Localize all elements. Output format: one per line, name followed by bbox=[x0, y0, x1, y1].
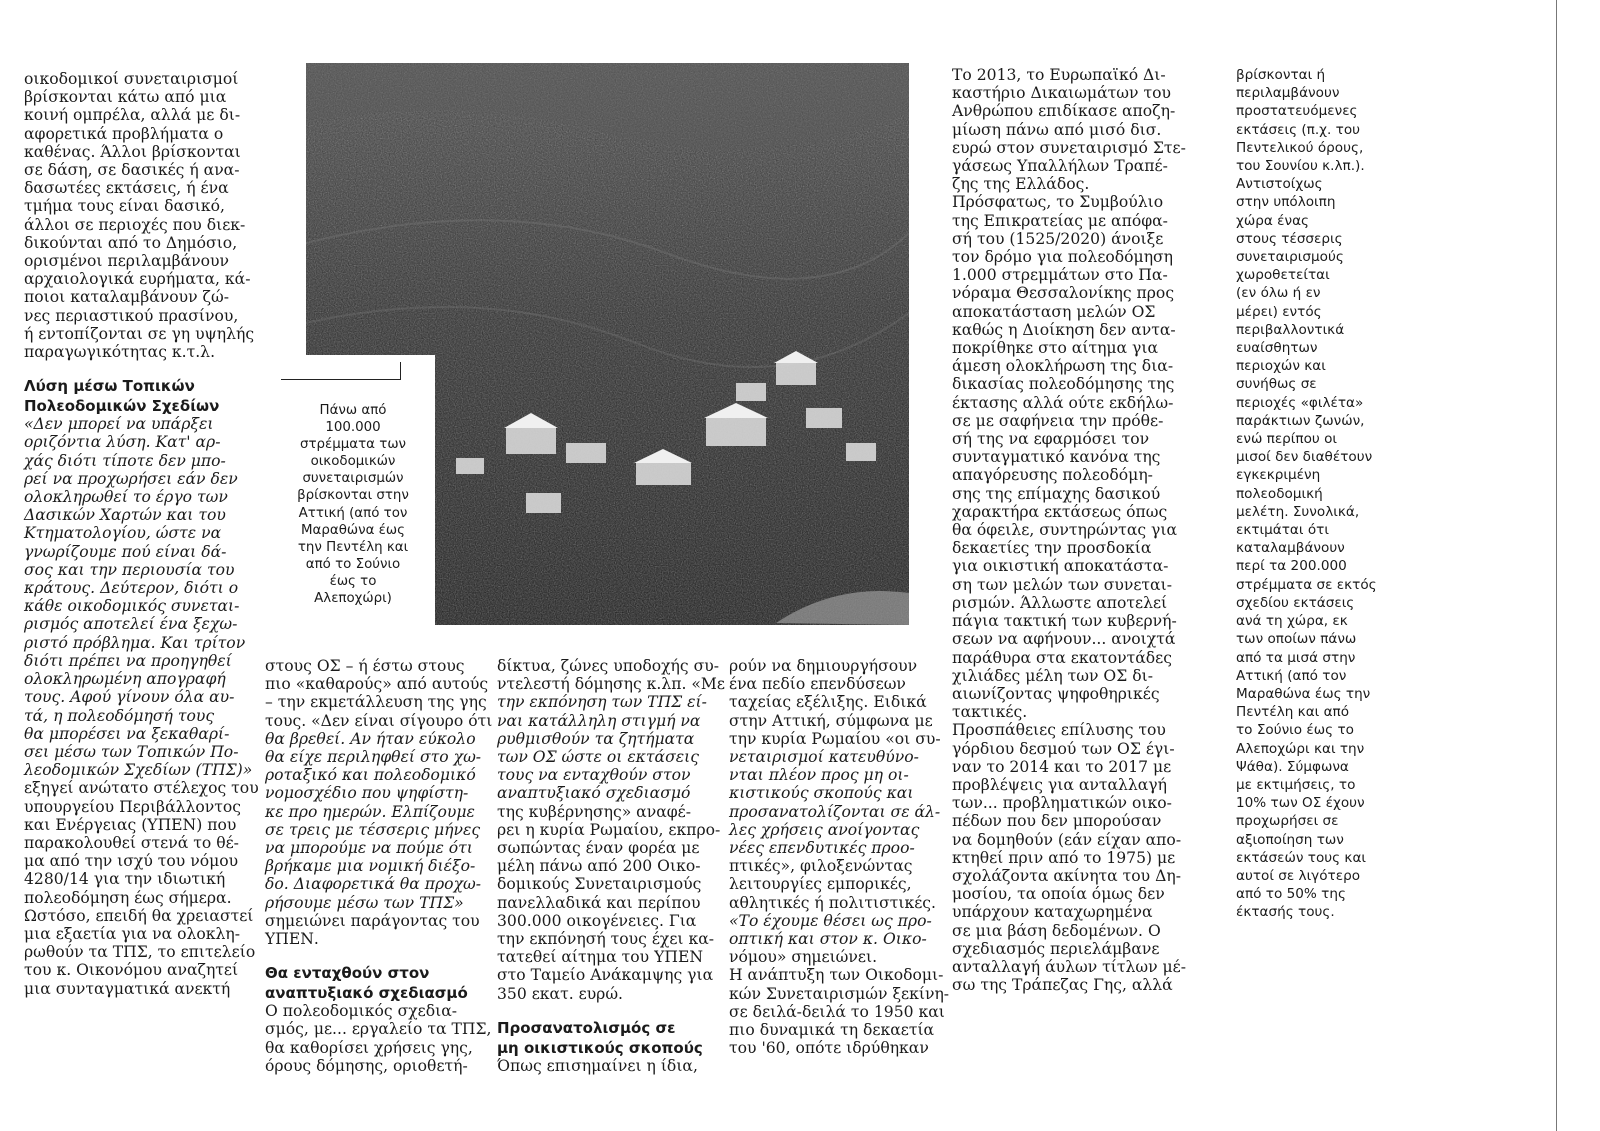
body-text-line: κοινή ομπρέλα, αλλά με δι- bbox=[24, 106, 241, 125]
body-text-line: βρίσκονται κάτω από μια bbox=[24, 88, 227, 107]
body-text-line: στην υπόλοιπη bbox=[1236, 194, 1336, 211]
body-text-line: σή του (1525/2020) άνοιξε bbox=[952, 229, 1164, 248]
body-text-line: νται πλέον προς μη οι- bbox=[729, 766, 909, 785]
body-text-line: διότι πρέπει να προηγηθεί bbox=[24, 651, 232, 670]
body-text-line: και Ενέργειας (ΥΠΕΝ) που bbox=[24, 815, 237, 834]
body-text-line: ντελεστή δόμησης κ.λπ. «Με bbox=[497, 675, 725, 694]
subheading-line: μη οικιστικούς σκοπούς bbox=[497, 1038, 703, 1057]
body-text-line: συνταγματικό κανόνα της bbox=[952, 448, 1161, 467]
body-text-line: σχεδιασμός περιελάμβανε bbox=[952, 939, 1160, 958]
body-text-line: στην Αττική, σύμφωνα με bbox=[729, 711, 933, 730]
body-text-line: κε προ ημερών. Ελπίζουμε bbox=[265, 802, 475, 821]
body-text-line: Πεντέλη και από bbox=[1236, 704, 1350, 721]
body-text-line: ριστό πρόβλημα. Και τρίτον bbox=[24, 633, 246, 652]
body-text-line: γόρδιου δεσμού των ΟΣ έγι- bbox=[952, 739, 1175, 758]
body-text-line: σε δάση, σε δασικές ή ανα- bbox=[24, 161, 240, 180]
body-text-line: άμεση ολοκλήρωση της δια- bbox=[952, 357, 1174, 376]
body-text-line: πτικές», φιλοξενώντας bbox=[729, 857, 913, 876]
body-text-line: γάσεως Υπαλλήλων Τραπέ- bbox=[952, 157, 1168, 176]
body-text-line: νομοσχέδιο που ψηφίστη- bbox=[265, 784, 469, 803]
body-text-line: σχεδίου εκτάσεις bbox=[1236, 594, 1355, 611]
body-text-line: γνωρίζουμε πού είναι δά- bbox=[24, 542, 227, 561]
body-text-line: να μπορούμε να πούμε ότι bbox=[265, 839, 473, 858]
photo-caption bbox=[278, 402, 428, 607]
body-text-line: δικασίας πολεοδόμησης της bbox=[952, 375, 1175, 394]
body-text-line: από το 50% της bbox=[1236, 886, 1346, 903]
body-text-line: πέδων που δεν μπορούσαν bbox=[952, 812, 1162, 831]
column-4 bbox=[729, 657, 950, 1058]
body-text-line: χώρα ένας bbox=[1236, 212, 1310, 229]
body-text-line: την κυρία Ρωμαίου «οι συ- bbox=[729, 729, 941, 748]
body-text-line: των ΟΣ ώστε οι εκτάσεις bbox=[497, 748, 699, 767]
body-text-line: της Επικρατείας με απόφα- bbox=[952, 211, 1168, 230]
subheading-line: Πολεοδομικών Σχεδίων bbox=[24, 397, 220, 416]
body-text-line: χιλιάδες μέλη των ΟΣ δι- bbox=[952, 666, 1153, 685]
body-text-line: Κτηματολογίου, ώστε να bbox=[24, 524, 222, 543]
body-text-line: σχολάζοντα ακίνητα του Δη- bbox=[952, 866, 1181, 885]
caption-line: οικοδομικών bbox=[310, 454, 396, 470]
body-text-line: κτηθεί πριν από το 1975) με bbox=[952, 848, 1176, 867]
body-text-line: μα από την ισχύ του νόμου bbox=[24, 852, 239, 871]
body-text-line: λες χρήσεις ανοίγοντας bbox=[729, 820, 920, 839]
body-text-line: λειτουργίες εμπορικές, bbox=[729, 875, 912, 894]
body-text-line: ταχείας εξέλιξης. Ειδικά bbox=[729, 693, 927, 712]
body-text-line: ευρώ στον συνεταιρισμό Στε- bbox=[952, 138, 1186, 157]
body-text-line: Ο πολεοδομικός σχεδια- bbox=[265, 1002, 458, 1021]
body-text-line: Ωστόσο, επειδή θα χρειαστεί bbox=[24, 906, 254, 925]
body-text-line: κάθε οικοδομικός συνεται- bbox=[24, 597, 240, 616]
body-text-line: από τα μισά στην bbox=[1236, 649, 1356, 666]
body-text-line: όρους δόμησης, οριοθετή- bbox=[265, 1056, 468, 1075]
body-text-line: αναπτυξιακό σχεδιασμό bbox=[497, 784, 691, 803]
caption-line: Μαραθώνα έως bbox=[301, 522, 405, 538]
body-text-line: απαγόρευσης πολεοδόμη- bbox=[952, 466, 1153, 485]
body-text-line: σε με σαφήνεια την πρόθε- bbox=[952, 411, 1164, 430]
body-text-line: Πρόσφατως, το Συμβούλιο bbox=[952, 193, 1164, 212]
caption-line: από το Σούνιο bbox=[305, 556, 401, 572]
body-text-line: την εκπόνηση των ΤΠΣ εί- bbox=[497, 693, 707, 712]
body-text-line: (εν όλω ή εν bbox=[1236, 285, 1321, 302]
body-text-line: θα καθορίσει χρήσεις γης, bbox=[265, 1038, 473, 1057]
body-text-line: του Σουνίου κ.λπ.). bbox=[1236, 158, 1365, 175]
body-text-line: ποιοι καταλαμβάνουν ζώ- bbox=[24, 288, 229, 307]
body-text-line: σης της επίμαχης δασικού bbox=[952, 484, 1161, 503]
body-text-line: πανελλαδικά και περίπου bbox=[497, 893, 701, 912]
body-text-line: Το 2013, το Ευρωπαϊκό Δι- bbox=[952, 66, 1166, 84]
body-text-line: μισοί δεν διαθέτουν bbox=[1236, 449, 1373, 466]
body-text-line: πιο δυναμικά τη δεκαετία bbox=[729, 1021, 935, 1040]
body-text-line: νόμου» σημειώνει. bbox=[729, 948, 878, 967]
body-text-line: βρίσκονται ή bbox=[1236, 67, 1326, 83]
body-text-line: νες περιαστικού πρασίνου, bbox=[24, 306, 239, 325]
body-text-line: εκτιμάται ότι bbox=[1236, 522, 1329, 539]
body-text-line: «Το έχουμε θέσει ως προ- bbox=[729, 911, 932, 930]
body-text-line: ναι κατάλληλη στιγμή να bbox=[497, 711, 701, 730]
body-text-line: οριζόντια λύση. Κατ' αρ- bbox=[24, 433, 221, 452]
body-text-line: ΥΠΕΝ. bbox=[265, 930, 319, 949]
body-text-line: σωπώντας έναν φορέα με bbox=[497, 839, 700, 858]
body-text-line: «Δεν μπορεί να υπάρξει bbox=[24, 415, 214, 434]
column-6-sidebar bbox=[1236, 66, 1406, 922]
body-text-line: ρούν να δημιουργήσουν bbox=[729, 657, 918, 675]
body-text-line: πάγια τακτική των κυβερνή- bbox=[952, 612, 1177, 631]
column-1 bbox=[24, 70, 259, 998]
body-text-line: μοσίου, τα οποία όμως δεν bbox=[952, 885, 1165, 904]
body-text-line: ή εντοπίζονται σε γη υψηλής bbox=[24, 324, 255, 343]
body-text-line: εκτάσεις (π.χ. του bbox=[1236, 121, 1361, 138]
body-text-line: στρέμματα σε εκτός bbox=[1236, 576, 1377, 593]
body-text-line: αυτοί σε λιγότερο bbox=[1236, 867, 1361, 884]
body-text-line: ολοκληρωμένη απογραφή bbox=[24, 670, 226, 689]
subheading-line: Θα ενταχθούν στον bbox=[265, 964, 430, 983]
body-text-line: Όπως επισημαίνει η ίδια, bbox=[497, 1056, 698, 1075]
body-text-line: ρωθούν τα ΤΠΣ, το επιτελείο bbox=[24, 943, 256, 962]
body-text-line: περί τα 200.000 bbox=[1236, 558, 1347, 575]
body-text-line: ποκρίθηκε στο αίτημα για bbox=[952, 339, 1158, 358]
caption-line: Πάνω από bbox=[319, 403, 387, 418]
body-text-line: προχωρήσει σε bbox=[1236, 813, 1339, 830]
body-text-line: τμήμα τους είναι δασικό, bbox=[24, 197, 225, 216]
body-text-line: άλλοι σε περιοχές που διεκ- bbox=[24, 215, 246, 234]
body-text-line: Πεντελικού όρους, bbox=[1236, 139, 1364, 156]
body-text-line: στους τέσσερις bbox=[1236, 230, 1343, 247]
column-5 bbox=[952, 66, 1187, 995]
body-text-line: περιοχών και bbox=[1236, 358, 1326, 375]
body-text-line: αιωνίζοντας ψηφοθηρικές bbox=[952, 684, 1160, 703]
body-text-line: 10% των ΟΣ έχουν bbox=[1236, 795, 1365, 812]
body-text-line: ανταλλαγή άυλων τίτλων μέ- bbox=[952, 957, 1187, 976]
body-text-line: Δασικών Χαρτών και του bbox=[24, 506, 226, 525]
body-text-line: καστήριο Δικαιωμάτων του bbox=[952, 84, 1171, 103]
body-text-line: Ψάθα). Σύμφωνα bbox=[1236, 758, 1349, 775]
body-text-line: ρήσουμε μέσω των ΤΠΣ» bbox=[265, 893, 464, 912]
body-text-line: τους να ενταχθούν στον bbox=[497, 766, 691, 785]
body-text-line: της κυβέρνησης» αναφέ- bbox=[497, 802, 691, 821]
body-text-line: το Σούνιο έως το bbox=[1236, 722, 1354, 739]
body-text-line: χωροθετείται bbox=[1236, 267, 1330, 284]
body-text-line: Μαραθώνα έως την bbox=[1236, 685, 1371, 702]
body-text-line: σή της να εφαρμόσει τον bbox=[952, 430, 1150, 449]
body-text-line: σεων να αφήνουν... ανοιχτά bbox=[952, 630, 1176, 649]
body-text-line: 300.000 οικογένειες. Για bbox=[497, 911, 697, 930]
body-text-line: μελέτη. Συνολικά, bbox=[1236, 503, 1360, 520]
body-text-line: – την εκμετάλλευση της γης bbox=[265, 693, 487, 712]
body-text-line: βρήκαμε μια νομική διέξο- bbox=[265, 857, 476, 876]
body-text-line: χαρακτήρα εκτάσεως όπως bbox=[952, 502, 1168, 521]
body-text-line: παρακολουθεί στενά το θέ- bbox=[24, 833, 239, 852]
body-text-line: των οποίων πάνω bbox=[1236, 631, 1357, 648]
page-edge bbox=[1556, 0, 1557, 1131]
body-text-line: ενώ περίπου οι bbox=[1236, 431, 1338, 448]
body-text-line bbox=[265, 948, 485, 962]
body-text-line: χάς διότι τίποτε δεν μπο- bbox=[24, 451, 226, 470]
body-text-line: αρχαιολογικά ευρήματα, κά- bbox=[24, 270, 251, 289]
body-text-line bbox=[24, 361, 249, 375]
body-text-line: περιλαμβάνουν bbox=[1236, 85, 1340, 102]
body-text-line: αφορετικά προβλήματα ο bbox=[24, 124, 224, 143]
body-text-line: υπάρχουν καταχωρημένα bbox=[952, 903, 1153, 922]
body-text-line: κράτους. Δεύτερον, διότι ο bbox=[24, 579, 239, 598]
body-text-line: ρισμός αποτελεί ένα ξεχω- bbox=[24, 615, 238, 634]
body-text-line: προσανατολίζονται σε άλ- bbox=[729, 802, 941, 821]
body-text-line: σε μια βάση δεδομένων. Ο bbox=[952, 921, 1161, 940]
body-text-line: μια συνταγματικά ανεκτή bbox=[24, 979, 231, 998]
body-text-line: δεκαετίες την προσδοκία bbox=[952, 539, 1152, 558]
body-text-line: παράθυρα στα εκατοντάδες bbox=[952, 648, 1172, 667]
body-text-line: θα μπορέσει να ξεκαθαρί- bbox=[24, 724, 230, 743]
body-text-line: ρει η κυρία Ρωμαίου, εκπρο- bbox=[497, 820, 721, 839]
body-text-line: δομικούς Συνεταιρισμούς bbox=[497, 875, 702, 894]
caption-line: 100.000 bbox=[325, 420, 381, 436]
body-text-line: Προσπάθειες επίλυσης του bbox=[952, 721, 1166, 740]
body-text-line: λεοδομικών Σχεδίων (ΤΠΣ)» bbox=[24, 761, 253, 780]
body-text-line: Αντιστοίχως bbox=[1236, 176, 1323, 193]
body-text-line: σε δειλά-δειλά το 1950 και bbox=[729, 1002, 945, 1021]
body-text-line: έκτασής τους. bbox=[1236, 904, 1335, 921]
body-text-line: ολοκληρωθεί το έργο των bbox=[24, 488, 228, 507]
body-text-line: ανά τη χώρα, εκ bbox=[1236, 613, 1348, 630]
body-text-line: 4280/14 για την ιδιωτική bbox=[24, 870, 226, 889]
body-text-line: για οικιστική αποκατάστα- bbox=[952, 557, 1169, 576]
caption-line: στρέμματα των bbox=[299, 437, 407, 453]
caption-line: Αττική (από τον bbox=[298, 505, 408, 521]
body-text-line: θα είχε περιληφθεί στο χω- bbox=[265, 748, 482, 767]
body-text-line: στο Ταμείο Ανάκαμψης για bbox=[497, 966, 714, 985]
body-text-line: στους ΟΣ – ή έστω στους bbox=[265, 657, 465, 675]
column-2 bbox=[265, 657, 493, 1075]
body-text-line: 1.000 στρεμμάτων στο Πα- bbox=[952, 266, 1168, 285]
body-text-line: αξιοποίηση των bbox=[1236, 831, 1344, 848]
body-text-line: αθλητικές ή πολιτιστικές. bbox=[729, 893, 936, 912]
body-text-line: ναν το 2014 και το 2017 με bbox=[952, 757, 1172, 776]
caption-line: την Πεντέλη και bbox=[297, 539, 409, 555]
body-text-line: θα βρεθεί. Αν ήταν εύκολο bbox=[265, 729, 476, 748]
body-text-line: νόραμα Θεσσαλονίκης προς bbox=[952, 284, 1175, 303]
body-text-line: δικούνται από το Δημόσιο, bbox=[24, 233, 238, 252]
body-text-line: συνήθως σε bbox=[1236, 376, 1317, 393]
subheading-line: Προσανατολισμός σε bbox=[497, 1018, 676, 1037]
subheading-line: Λύση μέσω Τοπικών bbox=[24, 377, 195, 396]
body-text-line: τους. Αφού γίνουν όλα αυ- bbox=[24, 688, 235, 707]
body-text-line: οπτική και στον κ. Οικο- bbox=[729, 930, 927, 949]
body-text-line: έκτασης αλλά ούτε εκδήλω- bbox=[952, 393, 1174, 412]
body-text-line: δο. Διαφορετικά θα προχω- bbox=[265, 875, 482, 894]
body-text-line bbox=[497, 1003, 719, 1017]
body-text-line: τατεθεί αίτημα του ΥΠΕΝ bbox=[497, 948, 704, 967]
body-text-line: εξηγεί ανώτατο στέλεχος του bbox=[24, 779, 259, 798]
body-text-line: ρεί να προχωρήσει εάν δεν bbox=[24, 469, 238, 488]
body-text-line: περιοχές «φιλέτα» bbox=[1236, 394, 1364, 411]
body-text-line: δίκτυα, ζώνες υποδοχής συ- bbox=[497, 657, 719, 675]
body-text-line: Αττική (από τον bbox=[1236, 667, 1347, 684]
caption-line: έως το bbox=[329, 573, 377, 589]
body-text-line: ρισμών. Άλλωστε αποτελεί bbox=[952, 593, 1168, 612]
body-text-line: σμός, με... εργαλείο τα ΤΠΣ, bbox=[265, 1020, 492, 1039]
body-text-line: εκτάσεών τους και bbox=[1236, 849, 1367, 866]
caption-line: συνεταιρισμών bbox=[302, 471, 404, 487]
body-text-line: τά, η πολεοδόμησή τους bbox=[24, 706, 215, 725]
body-text-line: σε τρεις με τέσσερις μήνες bbox=[265, 820, 481, 839]
caption-line: Αλεποχώρι) bbox=[314, 591, 392, 607]
body-text-line: οικοδομικοί συνεταιρισμοί bbox=[24, 70, 239, 88]
body-text-line: την εκπόνησή τους έχει κα- bbox=[497, 930, 715, 949]
body-text-line: των... προβληματικών οικο- bbox=[952, 794, 1172, 813]
body-text-line: νέες επενδυτικές προο- bbox=[729, 839, 915, 858]
body-text-line: τους. «Δεν είναι σίγουρο ότι bbox=[265, 711, 493, 730]
subheading-line: αναπτυξιακό σχεδιασμό bbox=[265, 984, 468, 1003]
column-3 bbox=[497, 657, 725, 1075]
body-text-line: θα όφειλε, συντηρώντας για bbox=[952, 521, 1177, 540]
body-text-line: σω της Τράπεζας Γης, αλλά bbox=[952, 976, 1173, 995]
body-text-line: ορισμένοι περιλαμβάνουν bbox=[24, 252, 229, 271]
body-text-line: μια εξαετία για να ολοκλη- bbox=[24, 924, 241, 943]
body-text-line: Αλεποχώρι και την bbox=[1236, 740, 1365, 757]
body-text-line: κιστικούς σκοπούς και bbox=[729, 784, 914, 803]
body-text-line: τακτικές. bbox=[952, 703, 1028, 722]
body-text-line: περιβαλλοντικά bbox=[1236, 321, 1345, 338]
body-text-line: σημειώνει παράγοντας του bbox=[265, 911, 480, 930]
body-text-line: μέρει) εντός bbox=[1236, 303, 1322, 320]
body-text-line: ρυθμισθούν τα ζητήματα bbox=[497, 729, 695, 748]
body-text-line: τον δρόμο για πολεοδόμηση bbox=[952, 248, 1174, 267]
body-text-line: συνεταιρισμούς bbox=[1236, 249, 1344, 266]
body-text-line: καθένας. Άλλοι βρίσκονται bbox=[24, 142, 241, 161]
body-text-line: σος και την περιουσία του bbox=[24, 560, 235, 579]
body-text-line: νεταιρισμοί κατευθύνο- bbox=[729, 748, 919, 767]
caption-pointer-tick bbox=[400, 362, 401, 380]
body-text-line: μίωση πάνω από μισό δισ. bbox=[952, 120, 1162, 139]
body-text-line: ένα πεδίο επενδύσεων bbox=[729, 675, 906, 694]
body-text-line: ροταξικό και πολεοδομικό bbox=[265, 766, 476, 785]
body-text-line: κών Συνεταιρισμών ξεκίνη- bbox=[729, 984, 950, 1003]
body-text-line: παραγωγικότητας κ.τ.λ. bbox=[24, 343, 216, 362]
body-text-line: του κ. Οικονόμου αναζητεί bbox=[24, 961, 239, 980]
body-text-line: προστατευόμενες bbox=[1236, 103, 1358, 120]
body-text-line: πιο «καθαρούς» από αυτούς bbox=[265, 675, 489, 694]
body-text-line: αποκατάσταση μελών ΟΣ bbox=[952, 302, 1156, 321]
body-text-line: μέλη πάνω από 200 Οικο- bbox=[497, 857, 701, 876]
body-text-line: ζης της Ελλάδος. bbox=[952, 175, 1090, 194]
body-text-line: εγκεκριμένη bbox=[1236, 467, 1321, 484]
body-text-line: υπουργείου Περιβάλλοντος bbox=[24, 797, 241, 816]
body-text-line: καταλαμβάνουν bbox=[1236, 540, 1345, 557]
body-text-line: πολεοδόμηση έως σήμερα. bbox=[24, 888, 232, 907]
body-text-line: παράκτιων ζωνών, bbox=[1236, 412, 1365, 429]
body-text-line: Η ανάπτυξη των Οικοδομι- bbox=[729, 966, 944, 985]
body-text-line: καθώς η Διοίκηση δεν αντα- bbox=[952, 320, 1176, 339]
body-text-line: με εκτιμήσεις, το bbox=[1236, 776, 1356, 793]
body-text-line: ευαίσθητων bbox=[1236, 340, 1318, 357]
body-text-line: Ανθρώπου επιδίκασε αποζη- bbox=[952, 102, 1176, 121]
body-text-line: 350 εκατ. ευρώ. bbox=[497, 984, 624, 1003]
body-text-line: δασωτέες εκτάσεις, ή ένα bbox=[24, 179, 229, 198]
body-text-line: σει μέσω των Τοπικών Πο- bbox=[24, 742, 239, 761]
caption-pointer-line bbox=[281, 379, 401, 380]
body-text-line: ση των μελών των συνεται- bbox=[952, 575, 1172, 594]
body-text-line: προβλέψεις για ανταλλαγή bbox=[952, 775, 1167, 794]
body-text-line: να δομηθούν (εάν είχαν απο- bbox=[952, 830, 1182, 849]
body-text-line: του '60, οπότε ιδρύθηκαν bbox=[729, 1039, 929, 1058]
caption-line: βρίσκονται στην bbox=[297, 488, 409, 504]
body-text-line: πολεοδομική bbox=[1236, 485, 1323, 502]
